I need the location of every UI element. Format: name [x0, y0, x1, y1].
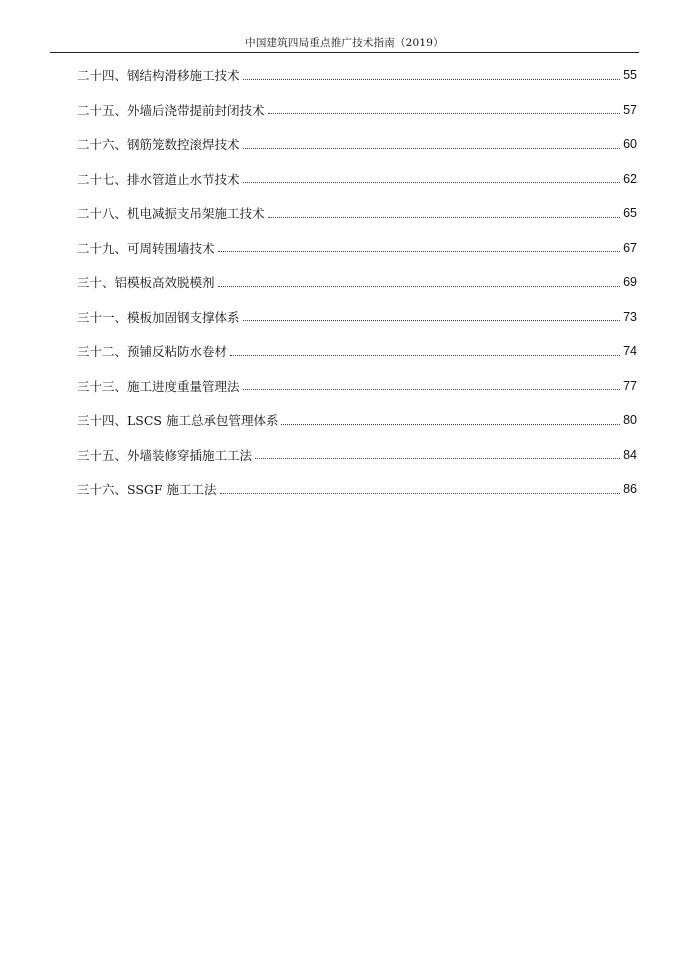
- toc-entry-page: 77: [623, 378, 637, 393]
- toc-entry[interactable]: [77, 438, 637, 473]
- header-rule: [50, 52, 639, 53]
- page-header: 中国建筑四局重点推广技术指南（2019）: [245, 37, 444, 49]
- toc-entry[interactable]: [77, 334, 637, 369]
- toc-entry-page: 65: [623, 206, 637, 221]
- toc-entry-title: 三十五、外墙装修穿插施工工法: [77, 447, 253, 463]
- toc-entry[interactable]: [77, 196, 637, 231]
- toc-entry-title: 三十三、施工进度重量管理法: [77, 378, 240, 394]
- toc-leader-dots: [218, 251, 621, 252]
- toc-entry-title: 二十七、排水管道止水节技术: [77, 171, 240, 187]
- toc-entry[interactable]: [77, 231, 637, 266]
- toc-entry-page: 69: [623, 275, 637, 290]
- toc-entry-title: 三十、铝模板高效脱模剂: [77, 275, 215, 291]
- toc-entry[interactable]: [77, 403, 637, 438]
- toc-entry-page: 86: [623, 482, 637, 497]
- toc-leader-dots: [255, 458, 620, 459]
- toc-entry-title: 三十六、SSGF 施工工法: [77, 482, 217, 498]
- toc-entry[interactable]: [77, 93, 637, 128]
- toc-entry-page: 60: [623, 137, 637, 152]
- toc-entry-page: 57: [623, 102, 637, 117]
- toc-entry[interactable]: [77, 162, 637, 197]
- toc-leader-dots: [268, 113, 621, 114]
- table-of-contents: [77, 58, 637, 507]
- toc-entry-title: 三十二、预铺反粘防水卷材: [77, 344, 228, 360]
- toc-leader-dots: [230, 355, 620, 356]
- toc-entry-title: 二十四、钢结构滑移施工技术: [77, 68, 240, 84]
- toc-entry[interactable]: [77, 127, 637, 162]
- toc-entry-title: 二十九、可周转围墙技术: [77, 240, 215, 256]
- toc-leader-dots: [281, 424, 620, 425]
- toc-leader-dots: [243, 389, 621, 390]
- toc-leader-dots: [243, 79, 621, 80]
- toc-entry[interactable]: [77, 58, 637, 93]
- toc-entry-title: 二十六、钢筋笼数控滚焊技术: [77, 137, 240, 153]
- toc-entry-title: 二十五、外墙后浇带提前封闭技术: [77, 102, 265, 118]
- toc-entry-title: 三十四、LSCS 施工总承包管理体系: [77, 413, 279, 429]
- toc-leader-dots: [268, 217, 621, 218]
- toc-entry-title: 三十一、模板加固钢支撑体系: [77, 309, 240, 325]
- toc-leader-dots: [243, 182, 621, 183]
- toc-leader-dots: [218, 286, 621, 287]
- toc-entry[interactable]: [77, 472, 637, 507]
- toc-entry[interactable]: [77, 265, 637, 300]
- toc-entry[interactable]: [77, 300, 637, 335]
- toc-entry-page: 73: [623, 309, 637, 324]
- toc-entry-page: 55: [623, 68, 637, 83]
- toc-entry-page: 84: [623, 447, 637, 462]
- toc-entry-page: 62: [623, 171, 637, 186]
- toc-entry-title: 二十八、机电减振支吊架施工技术: [77, 206, 265, 222]
- toc-leader-dots: [243, 320, 621, 321]
- toc-entry-page: 80: [623, 413, 637, 428]
- toc-entry[interactable]: [77, 369, 637, 404]
- toc-leader-dots: [220, 493, 621, 494]
- toc-entry-page: 67: [623, 240, 637, 255]
- toc-entry-page: 74: [623, 344, 637, 359]
- toc-leader-dots: [243, 148, 621, 149]
